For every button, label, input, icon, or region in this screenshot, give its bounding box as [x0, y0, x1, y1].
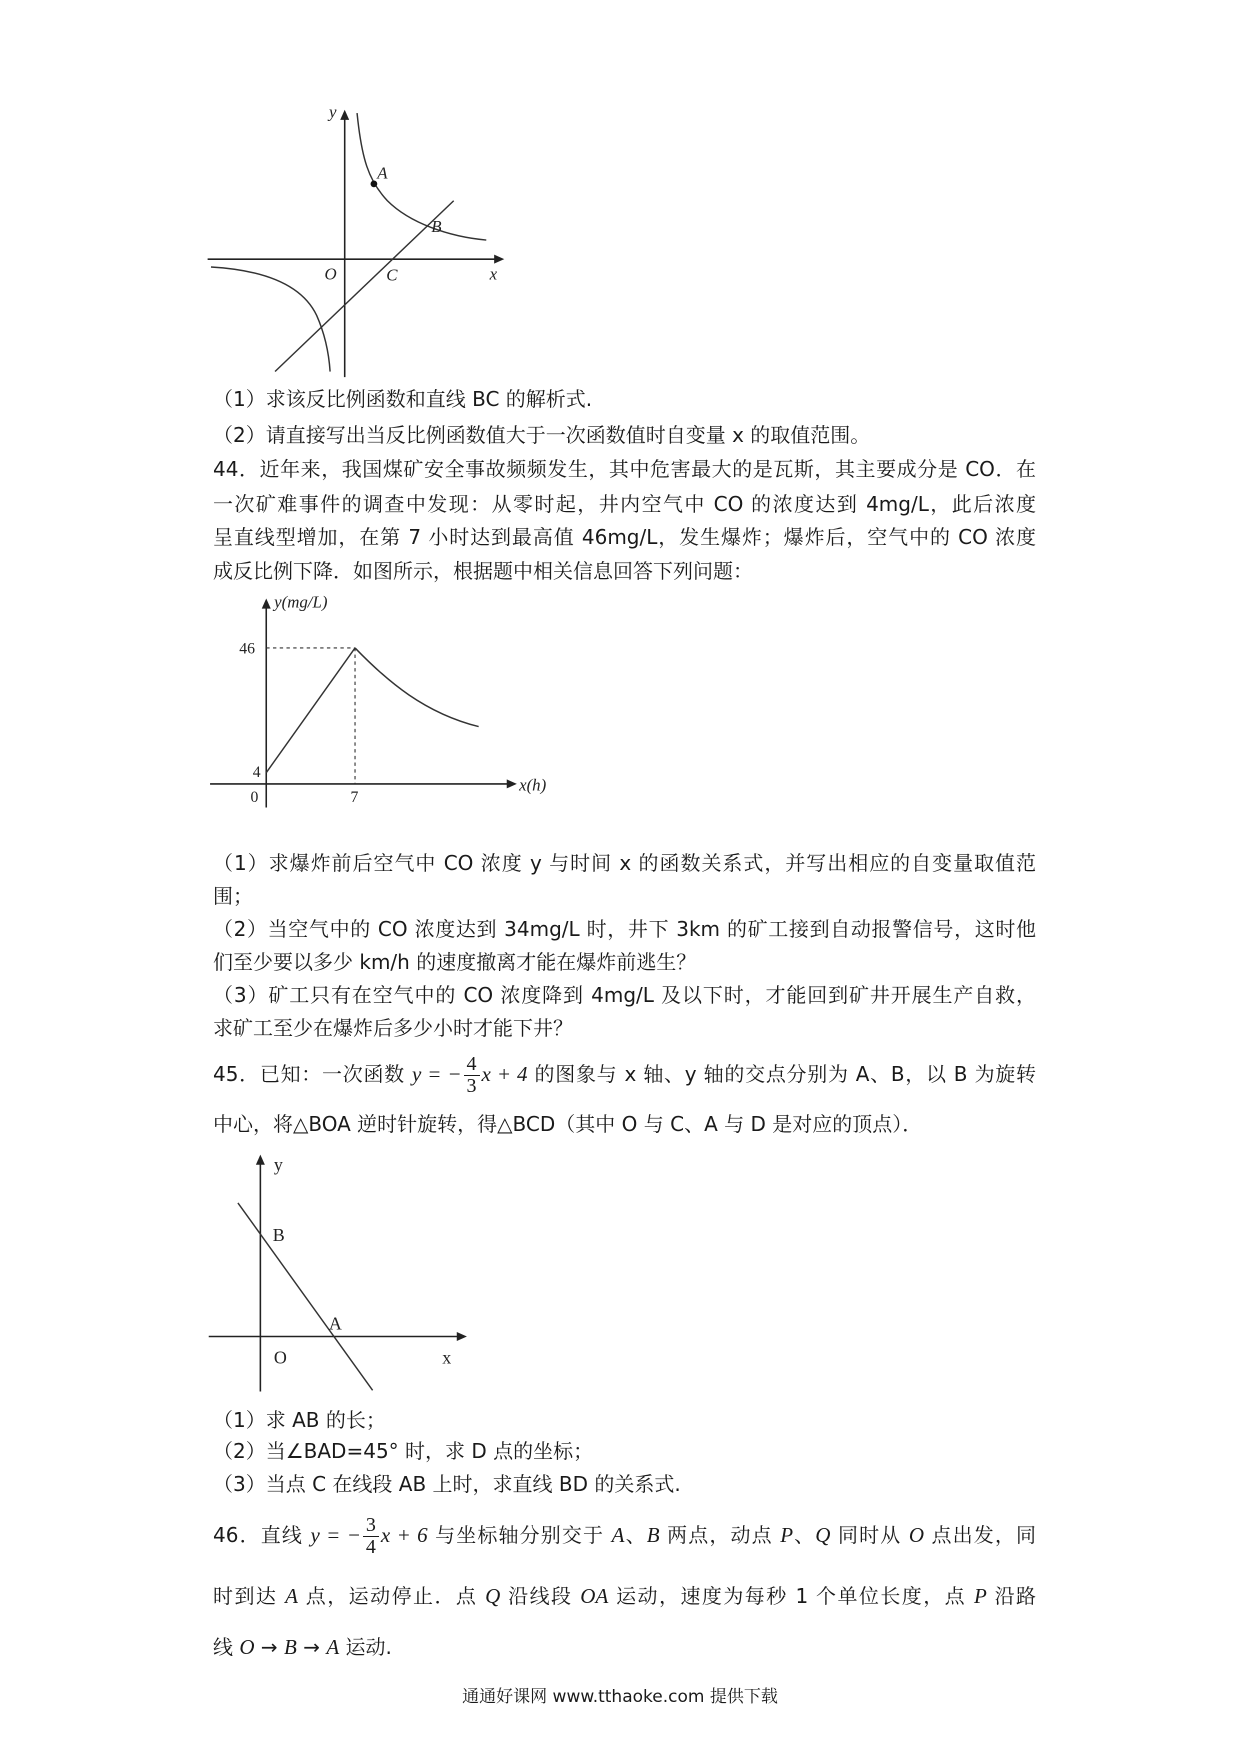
q46-equation-lhs: y = − [310, 1523, 361, 1547]
q44-stem-line-1: 44．近年来，我国煤矿安全事故频频发生，其中危害最大的是瓦斯，其主要成分是 CO．在 [213, 457, 1036, 481]
q44-stem-line-4: 成反比例下降．如图所示，根据题中相关信息回答下列问题： [213, 559, 753, 583]
y-axis-label: y [273, 1154, 283, 1175]
q45-part-2: （2）当∠BAD=45° 时，求 D 点的坐标； [213, 1439, 594, 1463]
q46-point-q: Q [485, 1584, 501, 1608]
q46-point-a: A [326, 1635, 340, 1659]
q44-part-2-line-2: 们至少要以多少 km/h 的速度撤离才能在爆炸前逃生？ [213, 950, 697, 974]
q46-text: 运动，速度为每秒 1 个单位长度，点 [608, 1584, 974, 1608]
origin-label: O [324, 264, 337, 284]
q46-point-q: Q [815, 1523, 831, 1547]
q45-fraction-denominator: 3 [464, 1075, 480, 1097]
q46-point-o: O [239, 1635, 255, 1659]
point-b-label: B [431, 217, 442, 237]
q45-part-1: （1）求 AB 的长； [213, 1408, 386, 1432]
q46-point-b: B [646, 1523, 660, 1547]
q43-figure [202, 96, 511, 383]
q46-stem-line-2 [213, 1584, 1036, 1608]
y-tick-4: 4 [252, 764, 261, 782]
point-a-marker [371, 181, 378, 188]
q46-point-a: A [611, 1523, 625, 1547]
q46-stem-line-3 [213, 1635, 1036, 1659]
point-c-label: C [386, 265, 398, 285]
y-axis-arrow [340, 110, 349, 120]
x-axis-label: x [489, 264, 498, 284]
q44-stem-line-3: 呈直线型增加，在第 7 小时达到最高值 46mg/L，发生爆炸；爆炸后，空气中的 CO 浓度 [213, 525, 1036, 549]
x-axis-arrow [457, 1332, 467, 1341]
x-tick-7: 7 [350, 788, 359, 806]
q46-point-b: B [284, 1635, 297, 1659]
q44-part-1-line-2: 围； [213, 884, 253, 908]
q46-segment-oa: OA [580, 1584, 609, 1608]
q45-stem-tail: 的图象与 x 轴、y 轴的交点分别为 A、B，以 B 为旋转 [527, 1062, 1036, 1086]
q46-point-p: P [780, 1523, 794, 1547]
q45-slope-fraction [464, 1054, 480, 1097]
q45-stem-lead: 45．已知：一次函数 [213, 1062, 412, 1086]
q44-part-3-line-2: 求矿工至少在爆炸后多少小时才能下井？ [213, 1016, 573, 1040]
q46-arrow: → [296, 1635, 327, 1659]
q43-part-1: （1）求该反比例函数和直线 BC 的解析式. [213, 387, 593, 411]
q46-slope-fraction [363, 1515, 379, 1558]
q46-text: 同时从 [830, 1523, 909, 1547]
x-axis-arrow [507, 779, 517, 788]
y-tick-46: 46 [239, 640, 255, 658]
q46-equation-rhs: x + 6 [380, 1523, 428, 1547]
q46-text: 点，运动停止．点 [297, 1584, 486, 1608]
q46-point-o: O [908, 1523, 925, 1547]
x-axis-label: x(h) [519, 775, 547, 795]
q46-stem-line-1 [213, 1510, 1036, 1560]
y-axis-label: y [328, 102, 337, 122]
q45-stem-line-2: 中心，将△BOA 逆时针旋转，得△BCD（其中 O 与 C、A 与 D 是对应的顶点）． [213, 1112, 923, 1136]
q45-equation-lhs: y = − [411, 1062, 462, 1086]
line-bc [275, 201, 454, 372]
q46-text: 、 [793, 1523, 816, 1547]
y-axis-label: y(mg/L) [274, 592, 328, 612]
point-a-label: A [377, 163, 388, 183]
q44-figure [202, 585, 562, 821]
q45-fraction-numerator: 4 [466, 1053, 477, 1075]
y-axis-arrow [262, 598, 271, 608]
q45-figure [202, 1149, 477, 1396]
q46-point-p: P [973, 1584, 987, 1608]
q46-fraction-denominator: 4 [363, 1536, 379, 1558]
point-a-label: A [328, 1313, 342, 1334]
q46-text: 沿线段 [500, 1584, 581, 1608]
x-axis-label: x [442, 1347, 452, 1368]
q44-stem-line-2: 一次矿难事件的调查中发现：从零时起，井内空气中 CO 的浓度达到 4mg/L，此后浓度 [213, 492, 1036, 516]
q46-text: 、 [624, 1523, 647, 1547]
inverse-decline-curve [355, 648, 479, 727]
q46-text: 沿路 [986, 1584, 1036, 1608]
q46-text: 线 [213, 1635, 240, 1659]
q46-fraction-numerator: 3 [365, 1514, 376, 1536]
q46-point-a: A [285, 1584, 298, 1608]
hyperbola-lower-branch [211, 267, 330, 371]
x-axis-arrow [494, 255, 504, 264]
q44-part-3-line-1: （3）矿工只有在空气中的 CO 浓度降到 4mg/L 及以下时，才能回到矿井开展生产自救， [213, 983, 1036, 1007]
q46-text: 点出发，同 [924, 1523, 1036, 1547]
q45-equation-rhs: x + 4 [481, 1062, 528, 1086]
q44-part-2-line-1: （2）当空气中的 CO 浓度达到 34mg/L 时，井下 3km 的矿工接到自动报警信号，这时他 [213, 917, 1036, 941]
q46-stem-lead: 46．直线 [213, 1523, 311, 1547]
origin-label: O [273, 1347, 287, 1368]
q46-text: 运动. [339, 1635, 392, 1659]
y-axis-arrow [256, 1155, 265, 1165]
rising-line-segment [266, 648, 355, 773]
q46-text: 时到达 [213, 1584, 286, 1608]
line-ab [238, 1203, 373, 1390]
page-footer: 通通好课网 www.tthaoke.com 提供下载 [462, 1687, 778, 1707]
q46-text: 与坐标轴分别交于 [427, 1523, 612, 1547]
q46-arrow: → [254, 1635, 285, 1659]
q45-part-3: （3）当点 C 在线段 AB 上时，求直线 BD 的关系式. [213, 1472, 681, 1496]
q44-part-1-line-1: （1）求爆炸前后空气中 CO 浓度 y 与时间 x 的函数关系式，并写出相应的自变量取值范 [213, 851, 1036, 875]
q45-stem-line-1 [213, 1049, 1036, 1099]
q46-text: 两点，动点 [659, 1523, 781, 1547]
origin-label: 0 [250, 788, 259, 806]
q43-part-2: （2）请直接写出当反比例函数值大于一次函数值时自变量 x 的取值范围。 [213, 423, 871, 447]
point-b-label: B [272, 1225, 285, 1246]
